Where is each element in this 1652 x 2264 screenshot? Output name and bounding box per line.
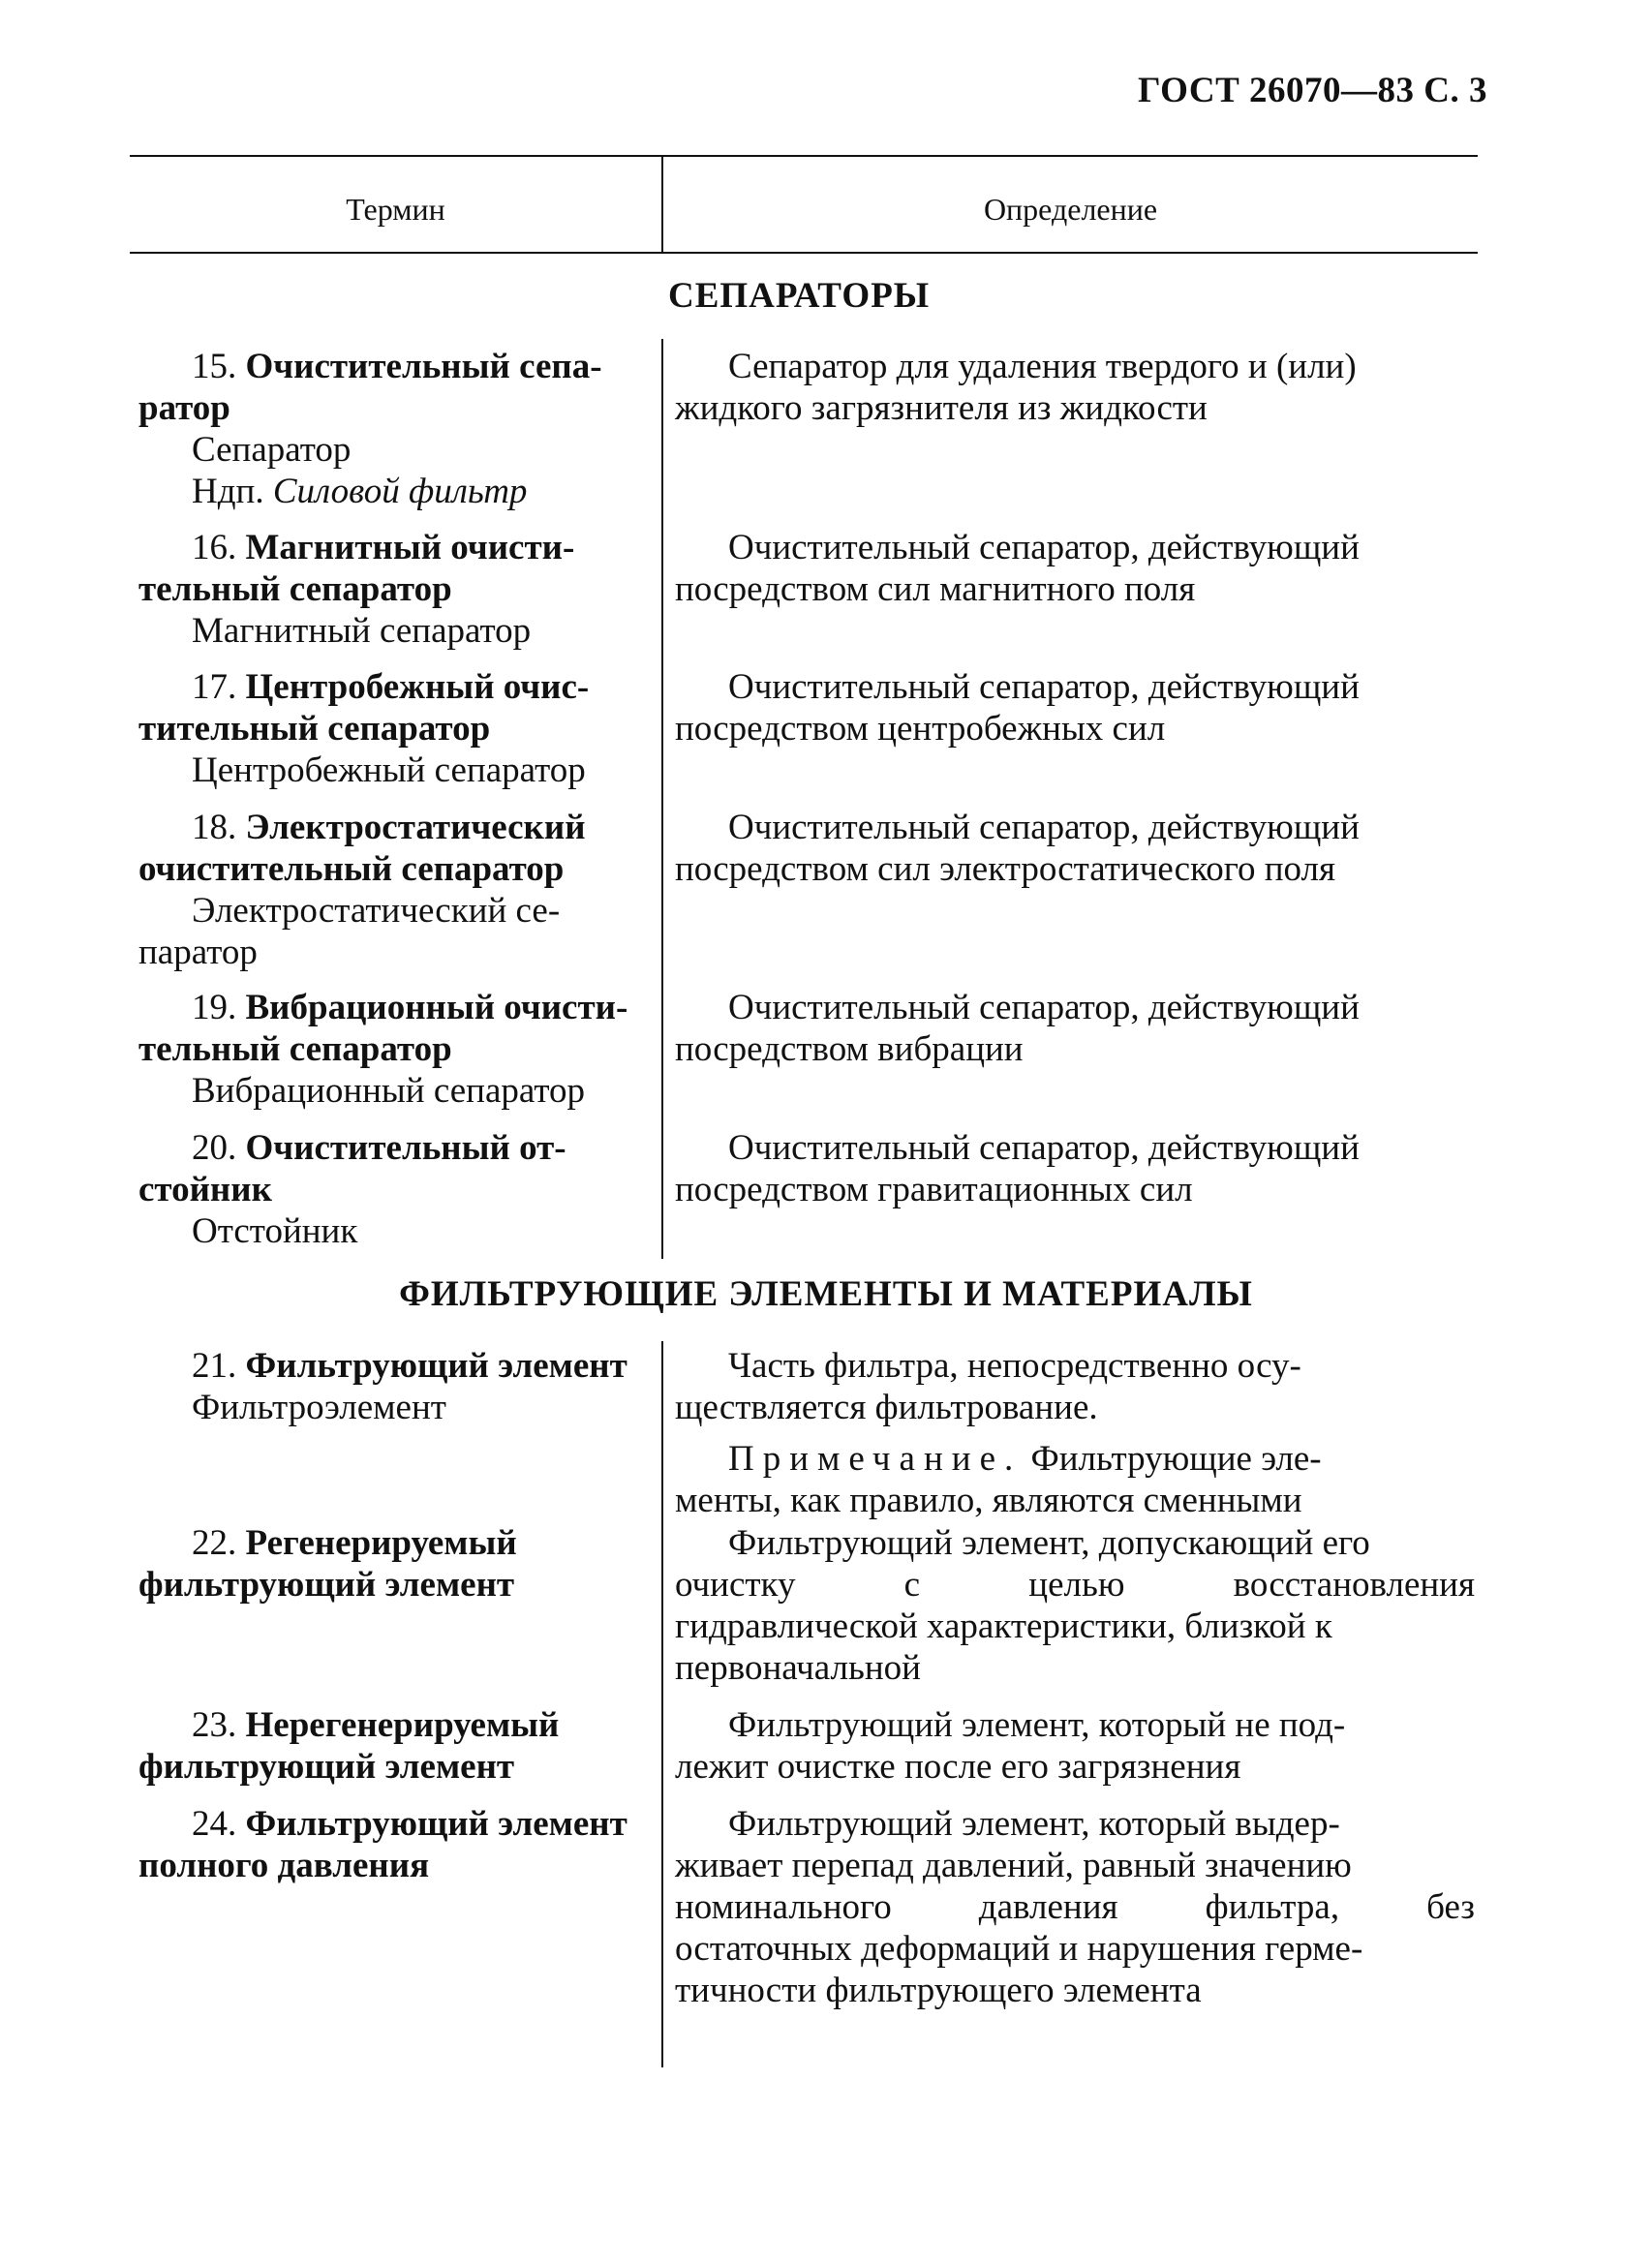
- definition-entry-18: Очистительный сепаратор, действующий посредством сил электростатического поля: [675, 808, 1360, 889]
- table-divider-section-1: [661, 339, 663, 1259]
- note-label: Примечание.: [728, 1439, 1023, 1479]
- term-entry-22: 22. Регенерируемый фильтрующий элемент: [138, 1523, 517, 1605]
- term-entry-18: 18. Электростатический очистительный сепаратор Электростатический се- паратор: [138, 808, 586, 972]
- definition-entry-24: Фильтрующий элемент, который выдер- живает перепад давлений, равный значению номинального давления фильтра, без остаточных деформаций и нарушения герме- тичности фильтрующего элемента: [675, 1804, 1475, 2010]
- definition-entry-22: Фильтрующий элемент, допускающий его очистку с целью восстановления гидравлической характеристики, близкой к первоначальной: [675, 1523, 1475, 1688]
- column-header-definition: Определение: [983, 192, 1158, 227]
- table-divider-section-2: [661, 1341, 663, 2067]
- term-entry-19: 19. Вибрационный очисти- тельный сепаратор Вибрационный сепаратор: [138, 988, 628, 1111]
- term-entry-23: 23. Нерегенерируемый фильтрующий элемент: [138, 1705, 560, 1787]
- term-entry-17: 17. Центробежный очис- тительный сепаратор Центробежный сепаратор: [138, 667, 590, 790]
- section-title-separators: СЕПАРАТОРЫ: [668, 276, 931, 316]
- definition-entry-16: Очистительный сепаратор, действующий посредством сил магнитного поля: [675, 528, 1360, 609]
- definition-entry-20: Очистительный сепаратор, действующий посредством гравитационных сил: [675, 1128, 1360, 1209]
- definition-entry-19: Очистительный сепаратор, действующий посредством вибрации: [675, 988, 1360, 1069]
- term-entry-15: 15. Очистительный сепа- ратор Сепаратор Ндп. Силовой фильтр: [138, 347, 602, 511]
- table-top-rule: [130, 155, 1478, 157]
- term-entry-16: 16. Магнитный очисти- тельный сепаратор Магнитный сепаратор: [138, 528, 575, 651]
- section-title-filter-elements: ФИЛЬТРУЮЩИЕ ЭЛЕМЕНТЫ И МАТЕРИАЛЫ: [399, 1274, 1253, 1314]
- page-header: ГОСТ 26070—83 С. 3: [1138, 71, 1487, 110]
- definition-entry-17: Очистительный сепаратор, действующий посредством центробежных сил: [675, 667, 1360, 749]
- column-header-term: Термин: [346, 192, 445, 227]
- term-entry-20: 20. Очистительный от- стойник Отстойник: [138, 1128, 566, 1251]
- table-head-rule: [130, 252, 1478, 254]
- definition-entry-23: Фильтрующий элемент, который не под- лежит очистке после его загрязнения: [675, 1705, 1346, 1787]
- definition-entry-21: Часть фильтра, непосредственно осу- ществляется фильтрование. Примечание. Фильтрующие эле- менты, как правило, являются сменными: [675, 1346, 1322, 1520]
- term-entry-24: 24. Фильтрующий элемент полного давления: [138, 1804, 627, 1885]
- term-entry-21: 21. Фильтрующий элемент Фильтроэлемент: [192, 1346, 627, 1427]
- definition-entry-15: Сепаратор для удаления твердого и (или) жидкого загрязнителя из жидкости: [675, 347, 1357, 428]
